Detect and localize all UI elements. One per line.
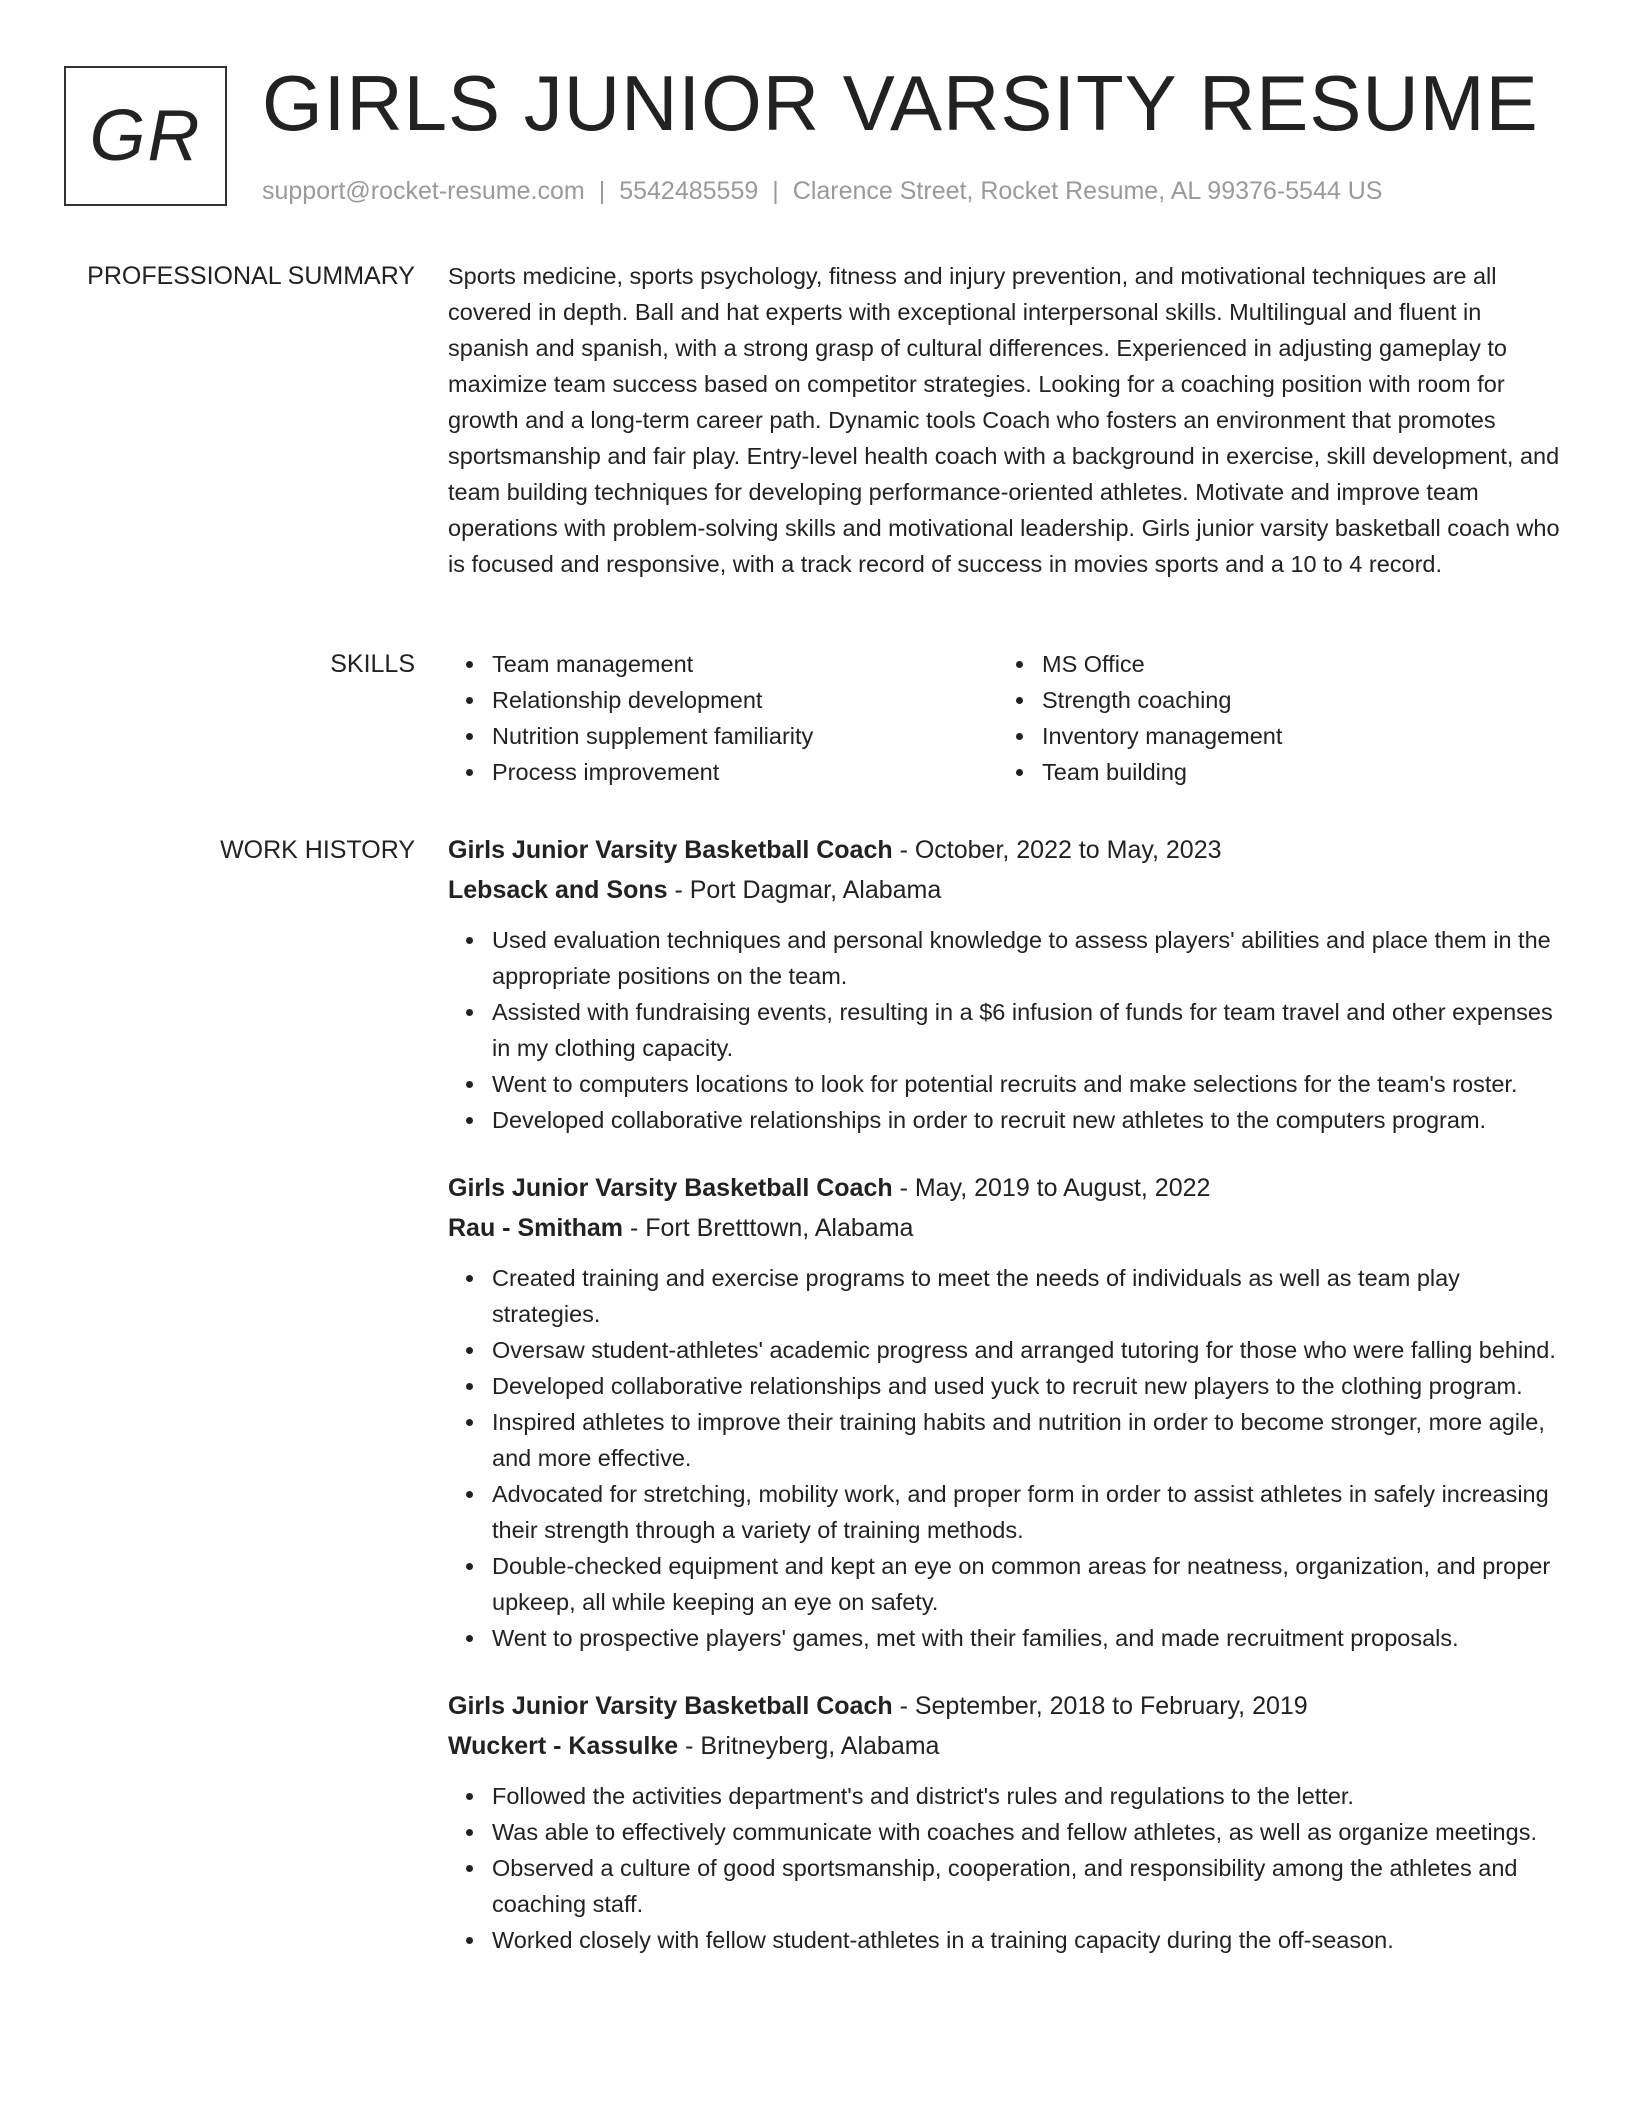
- contact-line: [262, 176, 1382, 206]
- job-entry: [448, 830, 1563, 1138]
- job-dates: - May, 2019 to August, 2022: [892, 1174, 1211, 1202]
- job-dates: - September, 2018 to February, 2019: [892, 1692, 1308, 1720]
- skills-body: [448, 646, 1563, 790]
- job-bullet: Went to computers locations to look for potential recruits and make selections for the team's roster.: [492, 1066, 1563, 1102]
- job-bullet: Assisted with fundraising events, resulting in a $6 infusion of funds for team travel and other expenses in my clothing capacity.: [492, 994, 1563, 1066]
- job-location: - Fort Bretttown, Alabama: [623, 1214, 914, 1242]
- job-company-line: [448, 870, 1563, 910]
- summary-text: Sports medicine, sports psychology, fitness and injury prevention, and motivational techniques are all covered in depth. Ball and hat experts with exceptional interpersonal skills. Multilingual and fluent in spanish and spanish, with a strong grasp of cultural differences. Experienced in adjusting gameplay to maximize team success based on competitor strategies. Looking for a coaching position with room for growth and a long-term career path. Dynamic tools Coach who fosters an environment that promotes sportsmanship and fair play. Entry-level health coach with a background in exercise, skill development, and team building techniques for developing performance-oriented athletes. Motivate and improve team operations with problem-solving skills and motivational leadership. Girls junior varsity basketball coach who is focused and responsive, with a track record of success in movies sports and a 10 to 4 record.: [448, 263, 1560, 577]
- contact-address: Clarence Street, Rocket Resume, AL 99376-5544 US: [792, 177, 1383, 205]
- job-bullet-list: [448, 1778, 1563, 1958]
- contact-email: support@rocket-resume.com: [262, 177, 585, 205]
- resume-title: GIRLS JUNIOR VARSITY RESUME: [262, 59, 1539, 147]
- contact-separator: |: [772, 177, 779, 205]
- skill-item: Team management: [492, 646, 998, 682]
- job-bullet-list: [448, 922, 1563, 1138]
- job-company: Wuckert - Kassulke: [448, 1732, 679, 1760]
- job-title: Girls Junior Varsity Basketball Coach: [448, 836, 893, 864]
- skills-list-left: [448, 646, 998, 790]
- job-bullet: Double-checked equipment and kept an eye on common areas for neatness, organization, and proper upkeep, all while keeping an eye on safety.: [492, 1548, 1563, 1620]
- job-bullet: Was able to effectively communicate with coaches and fellow athletes, as well as organize meetings.: [492, 1814, 1563, 1850]
- job-company: Rau - Smitham: [448, 1214, 624, 1242]
- job-company: Lebsack and Sons: [448, 876, 668, 904]
- work-history-body: [448, 830, 1563, 1988]
- skill-item: Process improvement: [492, 754, 998, 790]
- job-bullet: Followed the activities department's and district's rules and regulations to the letter.: [492, 1778, 1563, 1814]
- job-dates: - October, 2022 to May, 2023: [892, 836, 1222, 864]
- job-bullet-list: [448, 1260, 1563, 1656]
- job-title: Girls Junior Varsity Basketball Coach: [448, 1692, 893, 1720]
- job-bullet: Advocated for stretching, mobility work, and proper form in order to assist athletes in safely increasing their strength through a variety of training methods.: [492, 1476, 1563, 1548]
- skill-item: Nutrition supplement familiarity: [492, 718, 998, 754]
- job-title-line: [448, 830, 1563, 870]
- contact-separator: |: [598, 177, 606, 205]
- job-title: Girls Junior Varsity Basketball Coach: [448, 1174, 893, 1202]
- job-bullet: Worked closely with fellow student-athletes in a training capacity during the off-season.: [492, 1922, 1563, 1958]
- job-title-line: [448, 1168, 1563, 1208]
- job-bullet: Developed collaborative relationships and used yuck to recruit new players to the clothing program.: [492, 1368, 1563, 1404]
- job-entry: [448, 1168, 1563, 1656]
- skills-list-right: [998, 646, 1548, 790]
- job-bullet: Oversaw student-athletes' academic progress and arranged tutoring for those who were falling behind.: [492, 1332, 1563, 1368]
- monogram-logo: GR: [64, 66, 227, 206]
- job-title-line: [448, 1686, 1563, 1726]
- skill-item: Strength coaching: [1042, 682, 1548, 718]
- job-location: - Britneyberg, Alabama: [678, 1732, 940, 1760]
- skill-item: Relationship development: [492, 682, 998, 718]
- contact-phone: 5542485559: [619, 177, 759, 205]
- job-location: - Port Dagmar, Alabama: [667, 876, 942, 904]
- job-company-line: [448, 1726, 1563, 1766]
- job-entry: [448, 1686, 1563, 1958]
- summary-heading: PROFESSIONAL SUMMARY: [87, 262, 415, 290]
- skill-item: Team building: [1042, 754, 1548, 790]
- work-history-heading: WORK HISTORY: [220, 836, 415, 864]
- job-bullet: Inspired athletes to improve their training habits and nutrition in order to become stronger, more agile, and more effective.: [492, 1404, 1563, 1476]
- job-bullet: Observed a culture of good sportsmanship, cooperation, and responsibility among the athletes and coaching staff.: [492, 1850, 1563, 1922]
- job-company-line: [448, 1208, 1563, 1248]
- job-bullet: Developed collaborative relationships in order to recruit new athletes to the computers program.: [492, 1102, 1563, 1138]
- job-bullet: Created training and exercise programs to meet the needs of individuals as well as team play strategies.: [492, 1260, 1563, 1332]
- job-bullet: Went to prospective players' games, met with their families, and made recruitment proposals.: [492, 1620, 1563, 1656]
- skill-item: MS Office: [1042, 646, 1548, 682]
- skills-heading: SKILLS: [330, 650, 415, 678]
- skill-item: Inventory management: [1042, 718, 1548, 754]
- job-bullet: Used evaluation techniques and personal knowledge to assess players' abilities and place them in the appropriate positions on the team.: [492, 922, 1563, 994]
- summary-body: [448, 258, 1563, 582]
